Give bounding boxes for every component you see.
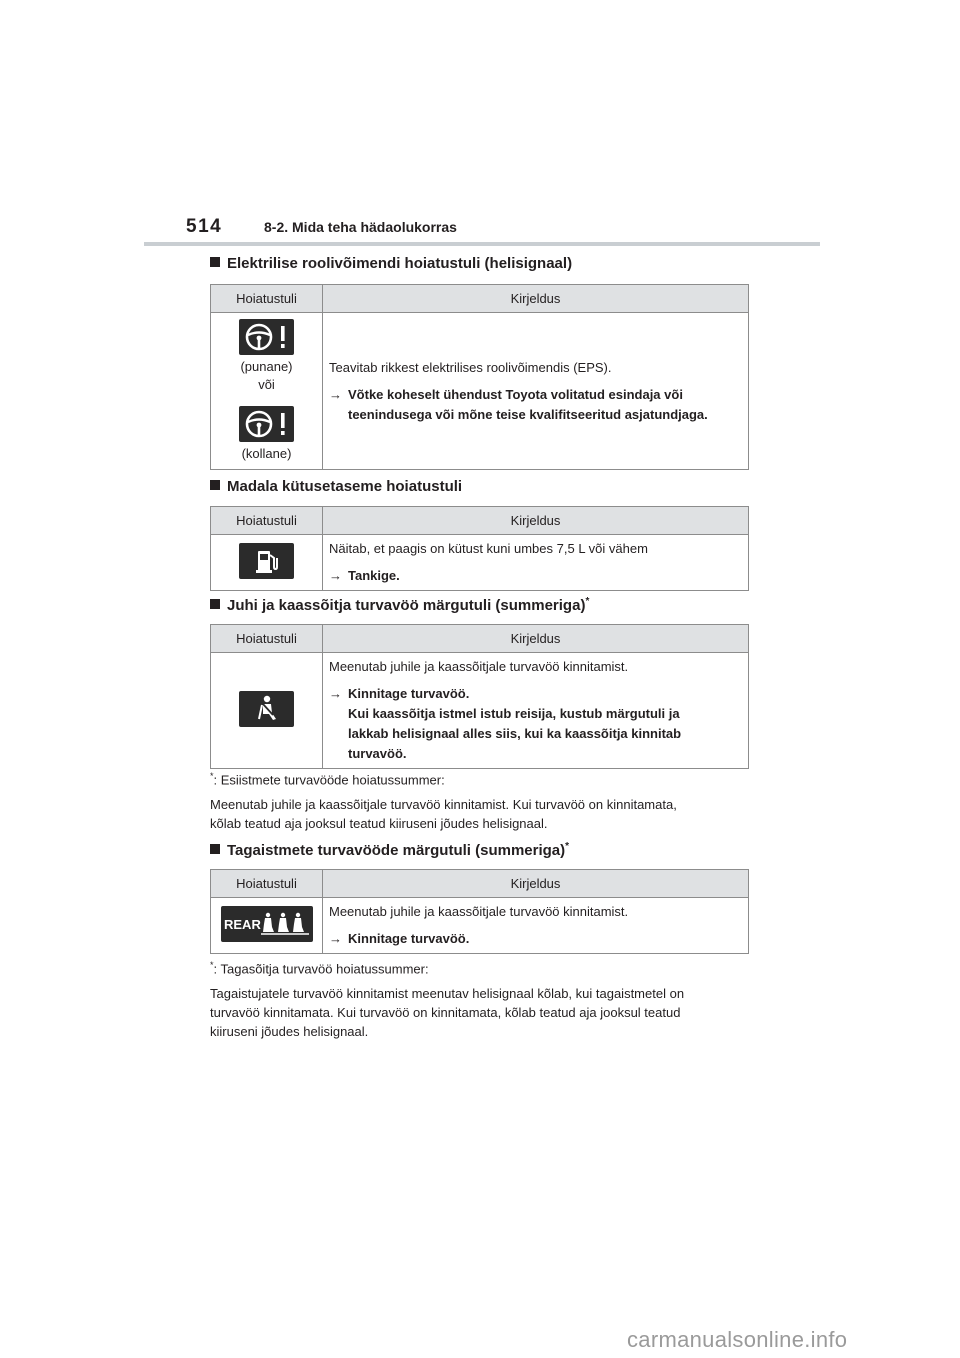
footnote-rear: *: Tagasõitja turvavöö hoiatussummer: — [210, 960, 429, 977]
action-text: → Kinnitage turvavöö. Kui kaassõitja istmel istub reisija, kustub märgutuli ja lakkab helisignaal alles siis, kui ka kaassõitja kinnitab turvavöö. — [329, 686, 682, 761]
description-cell — [323, 898, 749, 954]
fuel-pump-icon — [239, 543, 294, 579]
column-header-icon: Hoiatustuli — [211, 625, 323, 653]
header-divider — [144, 242, 820, 246]
table-row — [211, 313, 749, 470]
column-header-description: Kirjeldus — [323, 285, 749, 313]
action-text: → Tankige. — [329, 566, 742, 586]
column-header-description: Kirjeldus — [323, 507, 749, 535]
description-text: Meenutab juhile ja kaassõitjale turvavöö kinnitamist. — [329, 904, 629, 919]
front-seatbelt-paragraph: Meenutab juhile ja kaassõitjale turvavöö kinnitamist. Kui turvavöö on kinnitamata, kõlab teatud aja jooksul teatud kiiruseni jõudes helisignaal. — [210, 797, 677, 831]
rear-text: REAR — [223, 917, 261, 932]
column-header-description: Kirjeldus — [323, 625, 749, 653]
action-text: → Kinnitage turvavöö. — [329, 929, 742, 949]
table-header-row — [211, 285, 749, 313]
page-number: 514 — [186, 216, 223, 237]
table-header-row — [211, 625, 749, 653]
steering-warning-red-icon — [239, 319, 294, 355]
description-text: Meenutab juhile ja kaassõitjale turvavöö kinnitamist. — [329, 659, 629, 674]
description-text: Näitab, et paagis on kütust kuni umbes 7,5 L või vähem — [329, 541, 648, 556]
column-header-icon: Hoiatustuli — [211, 285, 323, 313]
column-header-icon: Hoiatustuli — [211, 507, 323, 535]
red-label: (punane) — [240, 359, 293, 374]
steering-warning-yellow-icon — [239, 406, 294, 442]
table-row — [211, 653, 749, 769]
column-header-icon: Hoiatustuli — [211, 870, 323, 898]
icon-cell — [211, 898, 323, 954]
rear-seatbelt-paragraph: Tagaistujatele turvavöö kinnitamist meenutav helisignaal kõlab, kui tagaistmetel on turvavöö kinnitamata. Kui turvavöö on kinnitamata, kõlab teatud aja jooksul teatud kiiruseni jõudes helisignaal. — [210, 986, 685, 1039]
footnote-front: *: Esiistmete turvavööde hoiatussummer: — [210, 771, 445, 788]
arrow-icon: → — [329, 686, 342, 701]
bullet-square-icon — [210, 844, 220, 854]
icon-cell — [211, 653, 323, 769]
yellow-label: (kollane) — [241, 446, 292, 461]
description-text: Teavitab rikkest elektrilises roolivõimendis (EPS). — [329, 359, 612, 375]
column-header-description: Kirjeldus — [323, 870, 749, 898]
action-text: → Võtke koheselt ühendust Toyota volitatud esindaja või teenindusega või mõne teise kvalifitseeritud asjatundjaga. — [329, 386, 708, 422]
arrow-icon: → — [329, 386, 342, 402]
section-title-front-seatbelt: Juhi ja kaassõitja turvavöö märgutuli (summeriga)* — [210, 596, 589, 614]
icon-cell — [211, 313, 323, 470]
watermark: carmanualsonline.info — [627, 1327, 848, 1352]
rear-seatbelt-icon — [221, 906, 313, 942]
section-title-low-fuel: Madala kütusetaseme hoiatustuli — [210, 478, 462, 495]
seatbelt-reminder-icon — [239, 691, 294, 727]
bullet-square-icon — [210, 257, 220, 267]
description-cell — [323, 313, 749, 470]
table-row — [211, 898, 749, 954]
description-cell — [323, 535, 749, 591]
low-fuel-table — [210, 506, 749, 591]
eps-warning-table — [210, 284, 749, 470]
arrow-icon: → — [329, 568, 342, 583]
section-title-eps: Elektrilise roolivõimendi hoiatustuli (helisignaal) — [210, 255, 572, 272]
table-header-row — [211, 870, 749, 898]
table-row — [211, 535, 749, 591]
or-label: või — [258, 377, 275, 392]
front-seatbelt-table — [210, 624, 749, 769]
chapter-title: 8-2. Mida teha hädaolukorras — [264, 219, 457, 235]
arrow-icon: → — [329, 931, 342, 946]
section-title-rear-seatbelt: Tagaistmete turvavööde märgutuli (summeriga)* — [210, 841, 569, 859]
rear-seatbelt-table — [210, 869, 749, 954]
icon-cell — [211, 535, 323, 591]
bullet-square-icon — [210, 480, 220, 490]
table-header-row — [211, 507, 749, 535]
description-cell — [323, 653, 749, 769]
bullet-square-icon — [210, 599, 220, 609]
